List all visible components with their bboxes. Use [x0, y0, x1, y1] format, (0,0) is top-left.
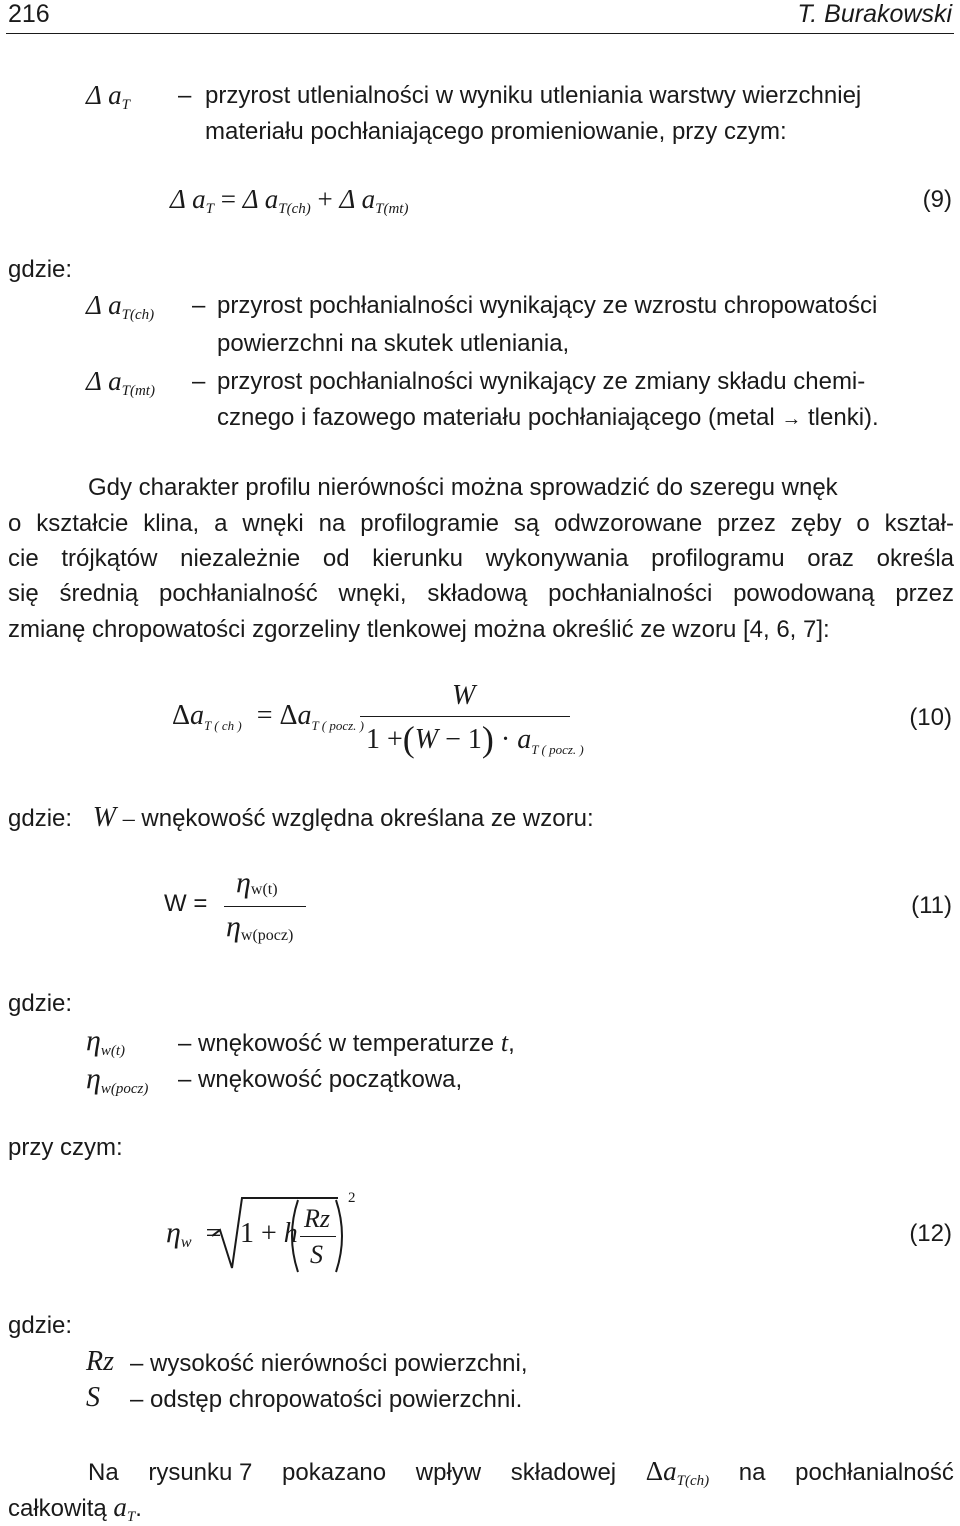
def-ch-line1: przyrost pochłanialności wynikający ze wzrostu chropowatości [217, 292, 878, 319]
def-mt-symbol: Δ $a_{T(mt)}$ [86, 366, 155, 399]
equation-10-lhs: $\Delta a_{T ( ch )} = \Delta a_{T ( pocz. )}$ [172, 700, 364, 733]
przy-czym-label: przy czym: [8, 1134, 123, 1161]
def-ch-symbol: Δ $a_{T(ch)}$ [86, 290, 155, 323]
paragraph-line-2: o kształcie klina, a wnęki na profilogramie są odwzorowane przez zęby o kształ- [8, 510, 954, 537]
equation-11-numerator: ηw(t) [236, 866, 278, 899]
equation-11-number: (11) [911, 892, 952, 919]
def-ch-dash: – [192, 292, 206, 319]
header-rule [6, 33, 954, 34]
gdzie-label-2: gdzie: [8, 990, 73, 1017]
equation-11-fraction-bar [224, 906, 306, 907]
equation-12-fraction-bar [300, 1236, 336, 1237]
def-mt-dash: – [192, 368, 206, 395]
def-ch-line2: powierzchni na skutek utleniania, [217, 330, 570, 357]
equation-10-fraction-bar [360, 716, 570, 717]
equation-9: Δ $a_T = \Delta$ $a_{T(ch)} + \Delta$ $a_{T(mt)}$ [170, 184, 409, 217]
def-aT-line1: przyrost utlenialności w wyniku utleniania warstwy wierzchniej [205, 82, 862, 109]
paragraph-line-4: się średnią pochłanialność wnęki, składową pochłanialności powodowaną przez [8, 580, 954, 607]
def-eta-t-symbol: $\eta_{w(t)}$ [86, 1024, 126, 1059]
def-mt-line2: cznego i fazowego materiału pochłaniającego (metal → tlenki). [217, 404, 879, 431]
equation-12-denominator: S [310, 1240, 323, 1269]
equation-12-one-plus-h: 1 + h [240, 1218, 298, 1249]
equation-12-exponent: 2 [348, 1190, 356, 1206]
def-Rz-symbol: Rz [86, 1346, 114, 1377]
def-aT-dash: – [178, 82, 192, 109]
equation-10-number: (10) [909, 704, 952, 731]
equation-9-number: (9) [922, 186, 952, 213]
equation-12-lhs: $\eta_w$ = [166, 1216, 222, 1251]
closing-line-1: Na rysunku 7 pokazano wpływ składowej $\Delta a_{T(ch)}$ na pochłanialność [88, 1456, 954, 1489]
def-S-text: – odstęp chropowatości powierzchni. [130, 1386, 523, 1413]
def-eta-pocz-symbol: $\eta_{w(pocz)}$ [86, 1062, 149, 1097]
running-head-author: T. Burakowski [797, 0, 952, 28]
def-mt-line1: przyrost pochłanialności wynikający ze zmiany składu chemi- [217, 368, 866, 395]
arrow-icon: → [781, 408, 802, 430]
gdzie-label: gdzie: [8, 256, 73, 283]
def-aT-line2: materiału pochłaniającego promieniowanie, przy czym: [205, 118, 787, 145]
equation-12-numerator: Rz [304, 1204, 330, 1233]
gdzie-W-line: gdzie: W – wnękowość względna określana ze wzoru: [8, 802, 594, 833]
paragraph-line-1: Gdy charakter profilu nierówności można sprowadzić do szeregu wnęk [88, 474, 838, 501]
equation-11-denominator: ηw(pocz) [226, 910, 294, 944]
paragraph-line-3: cie trójkątów niezależnie od kierunku wykonywania profilogramu oraz określa [8, 545, 954, 572]
closing-line-2: całkowitą $a_T$. [8, 1492, 142, 1525]
def-eta-pocz-text: – wnękowość początkowa, [178, 1066, 463, 1093]
def-Rz-text: – wysokość nierówności powierzchni, [130, 1350, 528, 1377]
equation-10-denominator: $1 +(W - 1) \cdot a_{T ( pocz. )}$ [366, 719, 584, 759]
page-number: 216 [8, 0, 50, 28]
equation-10-numerator: W [452, 680, 476, 711]
def-aT-symbol: Δ $a_T$ [86, 80, 130, 113]
equation-12-number: (12) [909, 1220, 952, 1247]
def-S-symbol: S [86, 1382, 100, 1413]
gdzie-label-3: gdzie: [8, 1312, 73, 1339]
def-eta-t-text: – wnękowość w temperaturze t, [178, 1028, 515, 1057]
paragraph-line-5: zmianę chropowatości zgorzeliny tlenkowej można określić ze wzoru [4, 6, 7]: [8, 616, 830, 643]
equation-11-lhs: W = [164, 890, 208, 917]
